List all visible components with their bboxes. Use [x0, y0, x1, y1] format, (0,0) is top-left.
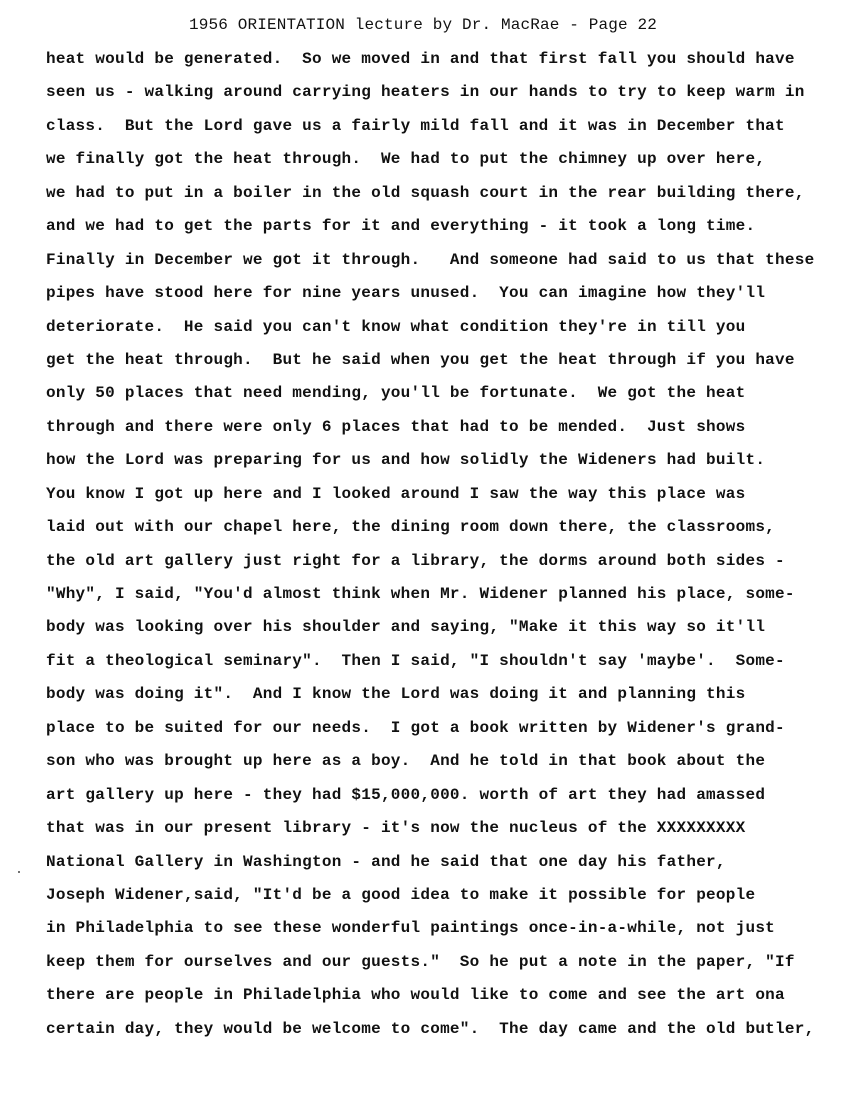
text-line: place to be suited for our needs. I got a book written by Widener's grand- [46, 718, 785, 737]
text-line: get the heat through. But he said when you get the heat through if you have [46, 350, 795, 369]
text-line: seen us - walking around carrying heaters in our hands to try to keep warm in [46, 83, 805, 102]
text-line: You know I got up here and I looked around I saw the way this place was [46, 484, 746, 503]
text-line: National Gallery in Washington - and he said that one day his father, [46, 852, 726, 871]
text-line: "Why", I said, "You'd almost think when Mr. Widener planned his place, some- [46, 585, 795, 603]
text-line: and we had to get the parts for it and everything - it took a long time. [46, 217, 756, 236]
text-line: body was looking over his shoulder and saying, "Make it this way so it'll [46, 618, 766, 637]
text-line: body was doing it". And I know the Lord was doing it and planning this [46, 685, 746, 704]
text-line: Finally in December we got it through. And someone had said to us that these [46, 250, 815, 269]
text-line: art gallery up here - they had $15,000,000. worth of art they had amassed [46, 785, 766, 804]
text-line: in Philadelphia to see these wonderful paintings once-in-a-while, not just [46, 919, 776, 938]
text-line: how the Lord was preparing for us and how solidly the Wideners had built. [46, 451, 766, 470]
lecture-body [46, 48, 836, 1051]
text-line: keep them for ourselves and our guests." So he put a note in the paper, "If [46, 952, 795, 971]
text-line: class. But the Lord gave us a fairly mild fall and it was in December that [46, 116, 785, 135]
text-line: certain day, they would be welcome to come". The day came and the old butler, [46, 1019, 815, 1038]
text-line: only 50 places that need mending, you'll be fortunate. We got the heat [46, 384, 746, 403]
text-line: we had to put in a boiler in the old squash court in the rear building there, [46, 183, 805, 202]
text-line: deteriorate. He said you can't know what condition they're in till you [46, 317, 746, 336]
text-line: the old art gallery just right for a library, the dorms around both sides - [46, 551, 785, 570]
text-line: pipes have stood here for nine years unused. You can imagine how they'll [46, 284, 766, 303]
page-header: 1956 ORIENTATION lecture by Dr. MacRae - Page 22 [188, 16, 658, 34]
text-line: heat would be generated. So we moved in and that first fall you should have [46, 50, 795, 68]
scan-speck [18, 871, 20, 873]
text-line: fit a theological seminary". Then I said, "I shouldn't say 'maybe'. Some- [46, 651, 785, 670]
text-line: we finally got the heat through. We had to put the chimney up over here, [46, 150, 766, 169]
text-line: there are people in Philadelphia who would like to come and see the art ona [46, 986, 785, 1005]
text-line: laid out with our chapel here, the dining room down there, the classrooms, [46, 518, 776, 537]
text-line: through and there were only 6 places that had to be mended. Just shows [46, 417, 746, 436]
text-line: son who was brought up here as a boy. And he told in that book about the [46, 752, 766, 771]
text-line: that was in our present library - it's now the nucleus of the XXXXXXXXX [46, 819, 746, 838]
text-line: Joseph Widener,said, "It'd be a good idea to make it possible for people [46, 885, 756, 904]
